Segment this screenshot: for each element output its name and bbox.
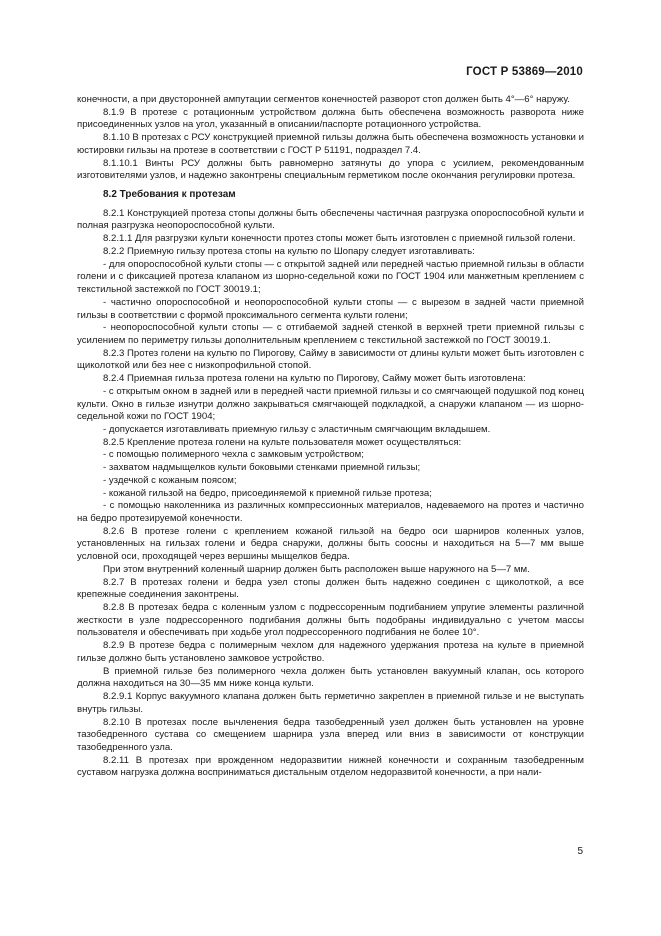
paragraph: 8.1.9 В протезе с ротационным устройством должна быть обеспечена возможность разворота ниже присоединенных узлов на угол, указанный в описании/паспорте ротационного устройства.	[77, 106, 584, 131]
paragraph: 8.2.7 В протезах голени и бедра узел стопы должен быть надежно соединен с щиколоткой, а все крепежные соединения законтрены.	[77, 576, 584, 601]
document-code-header: ГОСТ Р 53869—2010	[466, 66, 583, 78]
paragraph: 8.2.1.1 Для разгрузки культи конечности протез стопы может быть изготовлен с приемной гильзой голени.	[103, 233, 576, 245]
paragraph: 8.1.10.1 Винты РСУ должны быть равномерно затянуты до упора с усилием, рекомендованным изготовителями узлов, и надежно законтрены специальным герметиком после окончания регулировки протеза.	[77, 157, 584, 182]
paragraph: 8.1.10 В протезах с РСУ конструкцией приемной гильзы должна быть обеспечена возможность установки и юстировки гильзы на протезе в соответствии с ГОСТ Р 51191, подраздел 7.4.	[77, 132, 584, 156]
paragraph: 8.2.1 Конструкцией протеза стопы должны быть обеспечены частичная разгрузка опороспособной культи и полная разгрузка неопороспособной культи.	[77, 207, 584, 232]
list-item: - кожаной гильзой на бедро, присоединяемой к приемной гильзе протеза;	[103, 487, 432, 499]
paragraph: 8.2.8 В протезах бедра с коленным узлом с подрессоренным подгибанием упругие элементы различной жесткости в узле подрессоренного подгибания должны быть подобраны индивидуально с учетом массы пользователя и обеспечивать при ходьбе угол подрессоренного подгибания не более 10°.	[77, 602, 584, 639]
list-item: - с помощью наколенника из различных компрессионных материалов, надеваемого на протез и частично на бедро протезируемой конечности.	[77, 500, 584, 524]
paragraph: В приемной гильзе без полимерного чехла должен быть установлен вакуумный клапан, ось которого должна находиться на 30—35 мм ниже конца культи.	[77, 665, 584, 690]
paragraph: 8.2.9.1 Корпус вакуумного клапана должен быть герметично закреплен в приемной гильзе и не выступать внутрь гильзы.	[77, 691, 584, 715]
list-item: - с открытым окном в задней или в передней части приемной гильзы и со смягчающей подушкой под конец культи. Окно в гильзе изнутри должно закрываться смягчающей подкладкой, а снаружи клапаном — из шорно-седельной кожи по ГОСТ 1904;	[77, 385, 584, 423]
paragraph: 8.2.4 Приемная гильза протеза голени на культю по Пирогову, Сайму может быть изготовлена:	[103, 373, 526, 385]
page-number: 5	[577, 846, 583, 857]
list-item: - частично опороспособной и неопороспособной культи стопы — с вырезом в задней части приемной гильзы в соответствии с формой проксимального сегмента культи голени;	[77, 296, 584, 321]
section-heading: 8.2 Требования к протезам	[103, 189, 236, 201]
paragraph: 8.2.9 В протезе бедра с полимерным чехлом для надежного удержания протеза на культе в приемной гильзе должно быть установлено замковое устройство.	[77, 640, 584, 664]
list-item: - с помощью полимерного чехла с замковым устройством;	[103, 449, 364, 461]
paragraph: конечности, а при двусторонней ампутации сегментов конечностей разворот стоп должен быть 4°—6° наружу.	[77, 94, 570, 105]
paragraph: При этом внутренний коленный шарнир должен быть расположен выше наружного на 5—7 мм.	[103, 563, 530, 575]
paragraph: 8.2.10 В протезах после вычленения бедра тазобедренный узел должен быть установлен на уровне тазобедренного сустава со смещением шарнира узла вперед или вниз в зависимости от конструкции тазобедренного узла.	[77, 716, 584, 753]
paragraph: 8.2.2 Приемную гильзу протеза стопы на культю по Шопару следует изготавливать:	[103, 245, 475, 257]
paragraph: 8.2.3 Протез голени на культю по Пирогову, Сайму в зависимости от длины культи может быть изготовлен с щиколоткой или без нее с низкопрофильной стопой.	[77, 347, 584, 372]
list-item: - для опороспособной культи стопы — с открытой задней или передней частью приемной гильзы в области голени и с фиксацией протеза клапаном из шорно-седельной кожи по ГОСТ 1904 или манжетным креплением с текстильной застежкой по ГОСТ 30019.1;	[77, 258, 584, 296]
list-item: - уздечкой с кожаным поясом;	[103, 474, 237, 486]
list-item: - неопороспособной культи стопы — с отгибаемой задней стенкой в верхней трети приемной гильзы с усилением по периметру гильзы дополнительным креплением с текстильной застежкой по ГОСТ 30019.1.	[77, 322, 584, 346]
document-body	[77, 94, 584, 780]
list-item: - допускается изготавливать приемную гильзу с эластичным смягчающим вкладышем.	[103, 423, 491, 435]
paragraph: 8.2.5 Крепление протеза голени на культе пользователя может осуществляться:	[103, 436, 462, 448]
paragraph: 8.2.6 В протезе голени с креплением кожаной гильзой на бедро оси шарниров коленных узлов, установленных на гильзах голени и бедра снаружи, должны быть соосны и находиться на 5—7 мм выше условной оси, проходящей через вершины мыщелков бедра.	[77, 525, 584, 563]
paragraph: 8.2.11 В протезах при врожденном недоразвитии нижней конечности и сохранным тазобедренным суставом нагрузка должна восприниматься дистальным отделом недоразвитой конечности, а при нали-	[77, 754, 584, 779]
list-item: - захватом надмыщелков культи боковыми стенками приемной гильзы;	[103, 462, 421, 474]
